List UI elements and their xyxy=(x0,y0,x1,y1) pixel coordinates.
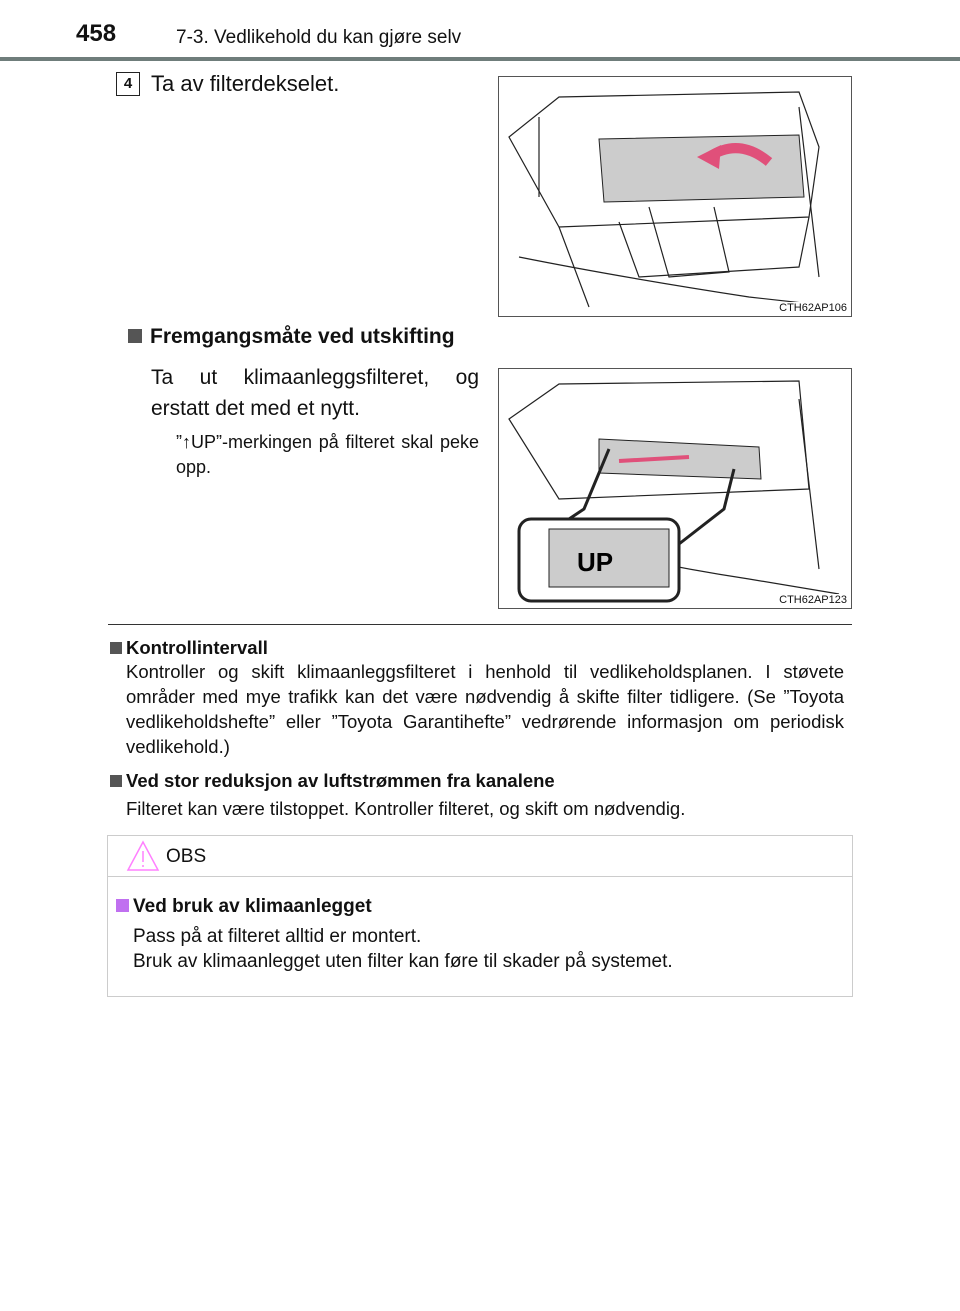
header-rule xyxy=(0,57,960,61)
replace-instruction: Ta ut klimaanleggsfilteret, og erstatt det med et nytt. xyxy=(151,366,479,420)
figure-caption: CTH62AP123 xyxy=(779,594,847,606)
bullet-square-icon xyxy=(116,899,129,912)
caution-line: Pass på at filteret alltid er montert. xyxy=(133,926,422,947)
section-reduced-airflow xyxy=(110,770,844,821)
section-title: Ved stor reduksjon av luftstrømmen fra kanalene xyxy=(126,770,555,791)
section-check-interval xyxy=(110,637,844,759)
warning-triangle-icon xyxy=(126,840,160,872)
chapter-title: 7-3. Vedlikehold du kan gjøre selv xyxy=(176,27,462,48)
heading-text: Fremgangsmåte ved utskifting xyxy=(150,325,455,348)
page-number: 458 xyxy=(76,20,117,47)
figure-caption: CTH62AP106 xyxy=(779,302,847,314)
figure-insert-filter xyxy=(498,368,852,609)
section-body: Filteret kan være tilstoppet. Kontroller filteret, og skift om nødvendig. xyxy=(126,798,686,819)
figure-remove-cover xyxy=(498,76,852,317)
section-divider xyxy=(108,624,852,625)
replace-note: ”↑UP”-merkingen på filteret skal peke opp. xyxy=(176,432,479,477)
bullet-square-icon xyxy=(110,775,122,787)
illustration-filter-cover xyxy=(499,77,851,316)
section-body: Kontroller og skift klimaanleggsfilteret i henhold til vedlikeholdsplanen. I støvete områder med mye trafikk kan det være nødvendig å skifte filter tidligere. (Se ”Toyota vedlikeholdshefte” eller ”Toyota Garantihefte” vedrørende informasjon om periodisk vedlikehold.) xyxy=(126,661,844,757)
up-label: UP xyxy=(577,547,614,577)
bullet-square-icon xyxy=(128,329,142,343)
caution-title: Ved bruk av klimaanlegget xyxy=(133,896,372,917)
illustration-filter-up xyxy=(499,369,851,608)
section-title: Kontrollintervall xyxy=(126,637,268,658)
step-text: Ta av filterdekselet. xyxy=(151,71,340,96)
step-number: 4 xyxy=(116,72,140,96)
caution-line: Bruk av klimaanlegget uten filter kan føre til skader på systemet. xyxy=(133,951,673,972)
section-heading-replace xyxy=(128,325,455,349)
caution-box xyxy=(107,835,853,997)
caution-label: OBS xyxy=(166,846,207,867)
bullet-square-icon xyxy=(110,642,122,654)
